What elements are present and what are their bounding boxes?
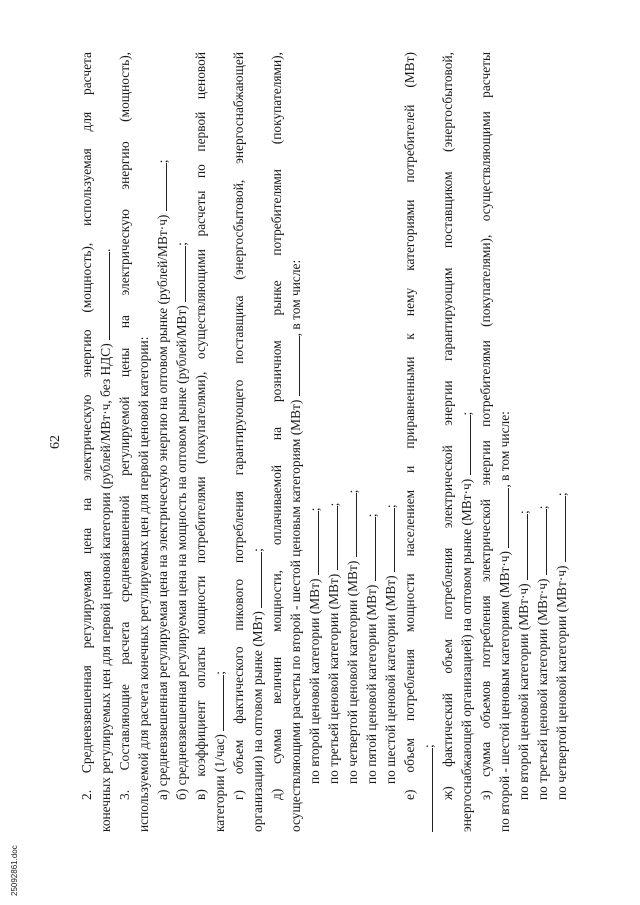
blank-field <box>154 163 167 211</box>
item-a: а) средневзвешенная регулируемая цена на электрическую энергию на оптовом рынке (рублей/МВт·ч) ; <box>155 159 170 800</box>
blank-field <box>534 509 547 575</box>
item-e-line-1: е) объем потребления мощности населением и приравненными к нему категориями потребителей (МВт) <box>402 52 417 800</box>
blank-field <box>249 552 262 608</box>
item-z-sub-3: по третьей ценовой категории (МВт·ч) ; <box>535 505 550 800</box>
item-b: б) средневзвешенная регулируемая цена на мощность на оптовом рынке (рублей/МВт) ; <box>174 242 189 800</box>
item-z-line-1: з) сумма объемов потребления электрической энергии потребителями (покупателями), осуществляющими расчеты <box>478 52 493 800</box>
item-g-line-2: организации) на оптовом рынке (МВт) ; <box>250 548 265 832</box>
blank-field <box>496 488 509 548</box>
item-2-line-2: конечных регулируемых цен для первой ценовой категории (рублей/МВт·ч, без НДС) . <box>98 248 113 832</box>
item-e-line-2: ; <box>420 744 438 832</box>
item-d-sub-6: по шестой ценовой категории (МВт) ; <box>383 504 398 784</box>
item-d-sub-3: по третьей ценовой категории (МВт) ; <box>326 502 341 784</box>
item-d-sub-2: по второй ценовой категории (МВт) ; <box>307 507 322 784</box>
blank-field <box>553 496 566 562</box>
item-g-line-1: г) объем фактического пикового потребления гарантирующего поставщика (энергосбытовой, энергоснабжающей <box>231 52 246 800</box>
blank-field <box>515 514 528 580</box>
item-2-line-1: 2. Средневзвешенная регулируемая цена на электрическую энергию (мощность), используемая для расчета <box>79 52 94 800</box>
blank-field <box>97 252 110 340</box>
item-z-sub-2: по второй ценовой категории (МВт·ч) ; <box>516 510 531 800</box>
blank-field <box>173 246 186 302</box>
blank-field <box>382 508 395 572</box>
item-d-sub-5: по пятой ценовой категории (МВт) ; <box>364 513 379 784</box>
item-3-line-1: 3. Составляющие расчета средневзвешенной регулируемой цены на электрическую энергию (мощность), <box>117 52 132 800</box>
item-d-line-1: д) сумма величин мощности, оплачиваемой на розничном рынке потребителями (покупателями), <box>269 52 284 800</box>
item-d-sub-4: по четвертой ценовой категории (МВт) ; <box>345 489 360 784</box>
item-d-line-2: осуществляющими расчеты по второй - шестой ценовым категориям (МВт) , в том числе: <box>288 259 303 832</box>
blank-field <box>325 506 338 570</box>
item-v-line-1: в) коэффициент оплаты мощности потребителями (покупателями), осуществляющими расчеты по первой ценовой <box>193 52 208 800</box>
blank-field <box>211 675 224 731</box>
item-v-line-2: категории (1/час) ; <box>212 671 227 832</box>
item-z-line-2: по второй - шестой ценовым категориям (МВт·ч) , в том числе: <box>497 411 512 832</box>
rotated-content <box>40 52 640 832</box>
footer-code: 25092861.doc <box>10 845 19 896</box>
blank-field <box>287 336 300 396</box>
blank-field <box>344 493 357 557</box>
item-z-sub-4: по четвертой ценовой категории (МВт·ч) ; <box>554 492 569 800</box>
page-number: 62 <box>48 435 63 449</box>
item-zh-line-1: ж) фактический объем потребления электрической энергии гарантирующим поставщиком (энергосбытовой, <box>440 52 455 800</box>
blank-field <box>306 511 319 575</box>
item-zh-line-2: энергоснабжающей организацией) на оптовом рынке (МВт·ч) ; <box>459 411 474 832</box>
blank-field <box>363 517 376 581</box>
blank-field <box>458 415 471 475</box>
item-3-line-2: используемой для расчета конечных регулируемых цен для первой ценовой категории: <box>136 336 151 832</box>
blank-field <box>420 748 433 832</box>
